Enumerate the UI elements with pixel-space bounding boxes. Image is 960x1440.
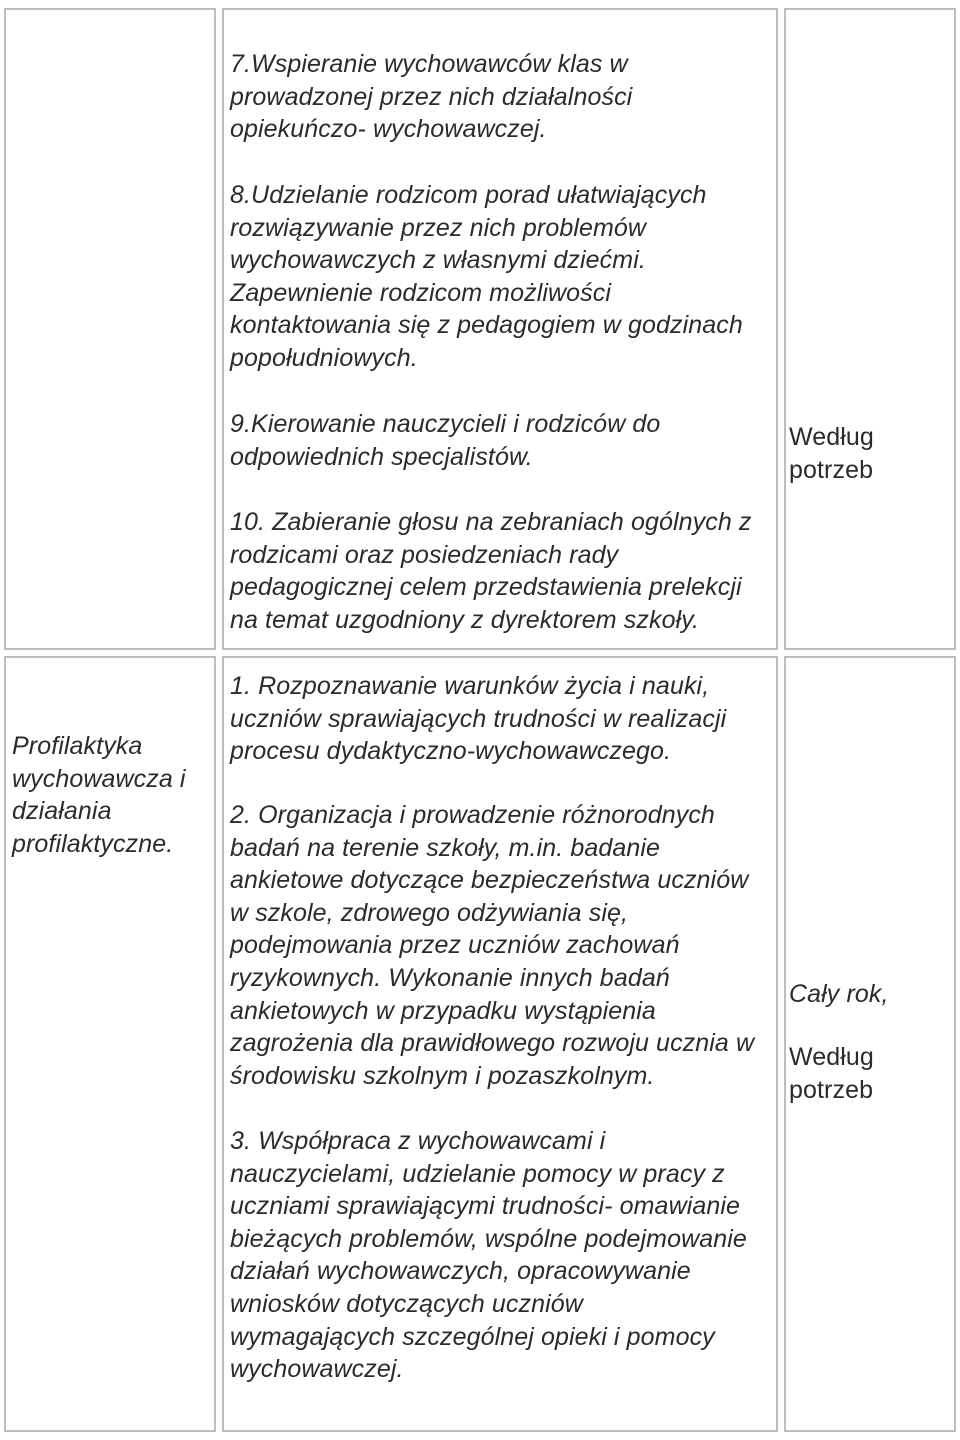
row1-activity-9: 9.Kierowanie nauczycieli i rodziców do odpowiednich specjalistów. (230, 410, 661, 471)
row2-activity-1: 1. Rozpoznawanie warunków życia i nauki, uczniów sprawiających trudności w realizacji procesu dydaktyczno-wychowawczego. (230, 672, 727, 766)
row2-activity-3: 3. Współpraca z wychowawcami i nauczycielami, udzielanie pomocy w pracy z uczniami sprawiającymi trudności- omawianie bieżących problemów, wspólne podejmowanie działań wychowawczych, opracowywanie wniosków dotyczących uczniów wymagających szczególnej opieki i pomocy wychowawczej. (230, 1127, 747, 1384)
row1-activity-8: 8.Udzielanie rodzicom porad ułatwiających rozwiązywanie przez nich problemów wychowawczych z własnymi dziećmi. Zapewnienie rodzicom możliwości kontaktowania się z pedagogiem w godzinach popołudniowych. (230, 181, 743, 372)
row2-term-cell (784, 656, 956, 1432)
row1-term-cell (784, 8, 956, 650)
row2-term-line2: Według potrzeb (789, 1043, 874, 1104)
row2-activities-cell (222, 656, 778, 1432)
row2-category-cell (4, 656, 216, 1432)
row2-term-line1: Cały rok, (789, 980, 889, 1008)
row1-activities-cell (222, 8, 778, 650)
row2-category-text: Profilaktyka wychowawcza i działania profilaktyczne. (12, 732, 186, 858)
row1-activity-7: 7.Wspieranie wychowawców klas w prowadzonej przez nich działalności opiekuńczo- wychowawczej. (230, 50, 633, 144)
row1-category-cell (4, 8, 216, 650)
row1-term-text: Według potrzeb (789, 423, 874, 484)
row2-activity-2: 2. Organizacja i prowadzenie różnorodnych badań na terenie szkoły, m.in. badanie ankietowe dotyczące bezpieczeństwa uczniów w szkole, zdrowego odżywiania się, podejmowania przez uczniów zachowań ryzykownych. Wykonanie innych badań ankietowych w przypadku wystąpienia zagrożenia dla prawidłowego rozwoju ucznia w środowisku szkolnym i pozaszkolnym. (230, 801, 755, 1090)
row1-activity-10: 10. Zabieranie głosu na zebraniach ogólnych z rodzicami oraz posiedzeniach rady pedagogicznej celem przedstawienia prelekcji na temat uzgodniony z dyrektorem szkoły. (230, 508, 752, 634)
